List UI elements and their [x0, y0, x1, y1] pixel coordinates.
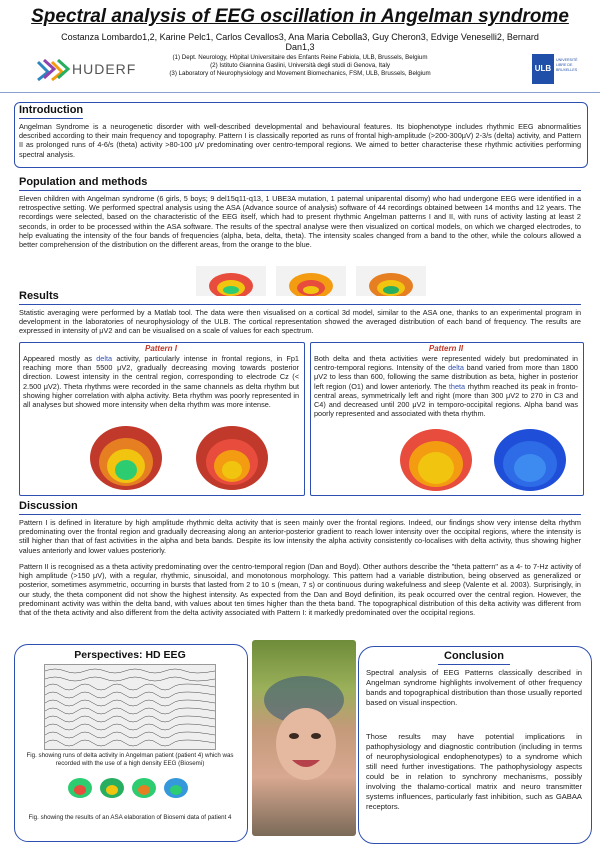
- conclusion-heading: Conclusion: [444, 650, 504, 662]
- results-heading: Results: [19, 290, 59, 302]
- child-photo-icon: [252, 640, 356, 836]
- ulb-logo-subtitle: UNIVERSITÉ LIBRE DE BRUXELLES: [556, 58, 578, 72]
- affiliations: [120, 54, 480, 78]
- pattern-1-title: Pattern I: [144, 344, 177, 353]
- discussion-underline: [19, 514, 581, 515]
- head-heatmap-icon: [192, 418, 272, 492]
- ulb-logo: [532, 54, 578, 86]
- pattern-2-head-left: [396, 420, 476, 492]
- pattern-2-text-c: rhythm reached its peak in fronto-central areas, symmetrically left and right (more than 300 μV2 to 270 in C3 and C4) and decreased until 200 μV2 in temporo-occipital regions. Alpha band was poorly represented and associated with theta rhythm.: [314, 381, 578, 419]
- huderf-logo: [34, 56, 154, 82]
- poster-title: Spectral analysis of EEG oscillation in Angelman syndrome: [31, 6, 569, 27]
- conclusion-paragraph-2: Those results may have potential implications in pathophysiology and diagnostic contribution (including in terms of neurophysiological endophenotypes) to a syndrome which still need further investigations. The pathophysiology aspects could be in relation to synchrony mechanisms, possibly involving the thalamo-cortical matrix and neuro transmitter systems influences, particularly fast inhibition, such as GABAA receptors.: [366, 732, 582, 811]
- pattern-1-text-a: Appeared mostly as: [23, 354, 97, 363]
- methods-brain-figure-1: [196, 266, 266, 296]
- discussion-paragraph-1: Pattern I is defined in literature by high amplitude rhythmic delta activity that is seen mainly over the frontal regions. Indeed, our findings show very intense delta rhythm predominating over the frontal region and gradually decreasing along an anterior-posterior gradient to reach lower intensity over the occipital regions, where the intensity is still higher than that of fast activities in the alpha and beta bands. Despite its low intensity the alpha activity consistently co-localises with delta activity, thus showing higher values anteriorly and lower values posteriorly.: [19, 518, 581, 555]
- methods-brain-figure-2: [276, 266, 346, 296]
- affiliation-2: (2) Istituto Giannina Gaslini, Università degli studi di Genova, Italy: [210, 62, 390, 69]
- header-divider: [0, 92, 600, 93]
- methods-underline: [19, 190, 581, 191]
- head-heatmap-icon: [490, 420, 570, 492]
- pattern-1-head-left: [86, 418, 166, 492]
- pattern-2-text-a: Both delta and theta activities were represented widely but predominated in centro-temporal regions. Intensity of the: [314, 354, 578, 373]
- pattern-2-delta-word: delta: [448, 363, 464, 373]
- pattern-1-text: [23, 354, 299, 409]
- pattern-2-text-b: band varied from more than 1800 μV2 to less than 600, following the same distribution as beta, higher in posterior left region (O1) and lower anteriorly. The: [314, 363, 578, 391]
- pattern-1-delta-word: delta: [96, 354, 113, 363]
- conclusion-underline: [438, 664, 510, 665]
- introduction-text: Angelman Syndrome is a neurogenetic disorder with well-described developmental and behavioural features. Its biophenotype includes rhythmic EEG abnormalities described according to their main frequency and topography. Pattern I is classically reported as runs of frontal high-amplitude (>200-300μV) 2-3/s (delta) activity, and Pattern II as prolonged runs of 4-6/s (theta) activity >80-100 μV predominating over centro-temporal regions. We aimed to better characterise these rhythmic activities performing spectral analysis.: [19, 122, 581, 159]
- methods-heading: Population and methods: [19, 176, 148, 188]
- authors: Costanza Lombardo1,2, Karine Pelc1, Carlos Cevallos3, Ana Maria Cebolla3, Guy Cheron3, Edvige Veneselli2, Bernard Dan1,3: [61, 32, 539, 52]
- head-heatmap-icon: [86, 418, 166, 492]
- affiliation-1: (1) Dept. Neurology, Hôpital Universitaire des Enfants Reine Fabiola, ULB, Brussels, Belgium: [172, 54, 428, 61]
- discussion-heading: Discussion: [19, 500, 78, 512]
- patient-photo: [252, 640, 356, 836]
- methods-text: Eleven children with Angelman syndrome (6 girls, 5 boys; 9 del15q11-q13, 1 UBE3A mutation, 1 paternal uniparental disomy) who had undergone EEG were identified in a retrospective setting. We performed spectral analysis using the ASA (Advance source of analysis) software of 44 recordings obtained between 14 months and 12 years. The recordings were selected, based on the characteristic of the EEG itself, which had to present rhythmic Angelman patterns I and II, with runs of activity lasting at least 2 seconds, in order to be processed within the ASA software. The results of the spectral analyse were then visualized on cortical models, on which we charged electrodes, to help evaluating the intensity of the four bands of frequencies (alpha, beta, delta, theta). The intensity scales changed from a band to the other, while the colours allowed a better comprehension of the distribution on the different areas, from the orange to the blue.: [19, 194, 581, 250]
- brain-heatmap-icon: [356, 266, 426, 296]
- asa-elaboration-caption: Fig. showing the results of an ASA elaboration of Biosemi data of patient 4: [28, 814, 232, 821]
- hd-eeg-caption: Fig. showing runs of delta activity in Angelman patient (patient 4) which was recorded with the use of a high density EEG (Biosemi): [26, 752, 234, 767]
- asa-heatmap-thumbnails: [66, 772, 196, 806]
- introduction-heading: Introduction: [19, 104, 84, 116]
- introduction-underline: [19, 118, 83, 119]
- methods-brain-figure-3: [356, 266, 426, 296]
- pattern-2-theta-word: theta: [448, 381, 466, 391]
- results-text: Statistic averaging were performed by a Matlab tool. The data were then visualised on a cortical 3d model, similar to the ASA one, thanks to an experimental program in development in the laboratories of neurophysiology of the ULB. The cortical representation showed the averaged distribution of each band of frequency. The results are expressed in intensity of μV2 and can be visualised on a scale of values for each spectrum.: [19, 308, 581, 336]
- head-heatmap-icon: [396, 420, 476, 492]
- ulb-logo-block: ULB: [532, 54, 554, 84]
- eeg-traces-icon: [45, 665, 215, 749]
- brain-heatmap-icon: [196, 266, 266, 296]
- pattern-1-head-right: [192, 418, 272, 492]
- pattern-1-text-b: activity, particularly intense in frontal regions, in Fp1 reaching more than 5500 μV2, gradually decreasing moving towards posterior direction. Lowest intensity in the central region, corresponding to electrode Cz (< 2.500 μV2). Theta rhythms were recorded in the same channels as delta rhythm but showing higher correlation with alpha activity. Beta rhythm was poorly represented in all analyses but showed more intensity when delta rhythm was more intense.: [23, 354, 299, 410]
- huderf-logo-text: HUDERF: [72, 61, 137, 77]
- pattern-2-head-right: [490, 420, 570, 492]
- pattern-2-title: Pattern II: [428, 344, 464, 353]
- perspectives-heading: Perspectives: HD EEG: [74, 649, 186, 661]
- hd-eeg-trace-figure: [44, 664, 216, 750]
- brain-heatmap-icon: [276, 266, 346, 296]
- heatmap-thumbnails-icon: [66, 772, 196, 806]
- conclusion-paragraph-1: Spectral analysis of EEG Patterns classically described in Angelman syndrome highlights involvement of other frequency bands and topographical distribution than those usually reported based on visual inspection.: [366, 668, 582, 707]
- results-underline: [19, 304, 581, 305]
- discussion-paragraph-2: Pattern II is recognised as a theta activity predominating over the centro-temporal region (Dan and Boyd). Other authors describe the "theta pattern" as a 4- to 7-Hz activity of high amplitude (>150 μV), with a regular, rhythmic, sinusoidal, and monotonous morphology. This pattern had a variable distribution, being observed as generalized or posterior, sometimes asymmetric, occurring in bursts that lasted from 2 to 10 s (mean, 7 s) or continuous during wakefulness and sleep (Valente et al. 2003). Surprisingly, in our study, the theta component did not show the highest intensity. As expected from the Dan and Boyd definition, its peak occurred over the central region. However, the predominant activity was within the delta band, with values about ten times higher than the theta band. The topographical distribution of this delta activity was different from that of the theta activity and also different from the delta activity associated with Pattern I: it markedly predominated over the occipital regions.: [19, 562, 581, 618]
- pattern-2-text: [314, 354, 578, 418]
- affiliation-3: (3) Laboratory of Neurophysiology and Movement Biomechanics, FSM, ULB, Brussels, Belgium: [169, 70, 431, 77]
